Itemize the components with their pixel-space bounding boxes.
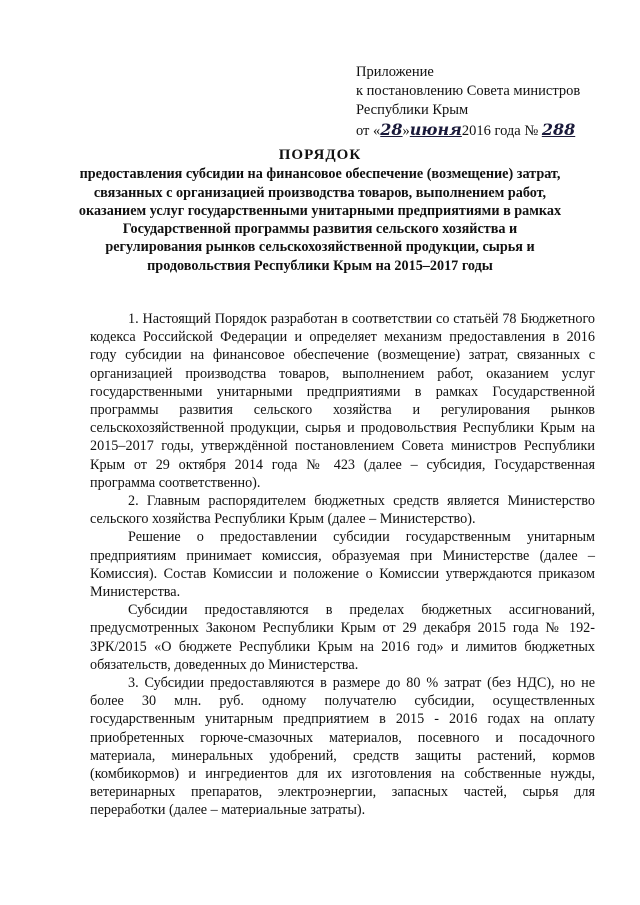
handwritten-number: 288 bbox=[541, 120, 576, 139]
appendix-header bbox=[356, 63, 626, 141]
document-subtitle: предоставления субсидии на финансовое обеспечение (возмещение) затрат, связанных с организацией производства товаров, выполнением работ, оказанием услуг государственными унитарными предприятиями в рамках Государственной программы развития сельского хозяйства и регулирования рынков сельскохозяйственной продукции, сырья и продовольствия Республики Крым на 2015–2017 годы bbox=[78, 166, 562, 274]
document-title: ПОРЯДОК bbox=[278, 147, 362, 163]
paragraph-2: 2. Главным распорядителем бюджетных средств является Министерство сельского хозяйства Республики Крым (далее – Министерство). bbox=[90, 493, 595, 528]
paragraph-1: 1. Настоящий Порядок разработан в соответствии со статьёй 78 Бюджетного кодекса Российской Федерации и определяет механизм предоставления в 2016 году субсидии на финансовое обеспечение (возмещение) затрат, связанных с организацией производства товаров, выполнением работ, оказанием услуг государственными унитарными предприятиями в рамках Государственной программы развития сельского хозяйства и регулирования рынков сельскохозяйственной продукции, сырья и продовольствия Республики Крым на 2015–2017 годы, утверждённой постановлением Совета министров Республики Крым от 29 октября 2014 года № 423 (далее – субсидия, Государственная программа соответственно). bbox=[90, 311, 595, 491]
year-text: 2016 года № bbox=[461, 123, 539, 139]
date-prefix: от « bbox=[356, 123, 381, 139]
date-mid: » bbox=[402, 123, 410, 139]
appendix-date-line bbox=[356, 120, 626, 141]
document-body bbox=[90, 310, 595, 820]
appendix-republic-line: Республики Крым bbox=[356, 102, 469, 118]
document-title-block bbox=[78, 146, 562, 275]
paragraph-3: Решение о предоставлении субсидии государственным унитарным предприятиям принимает комиссия, образуемая при Министерстве (далее – Комиссия). Состав Комиссии и положение о Комиссии утверждаются приказом Министерства. bbox=[90, 529, 595, 601]
paragraph-4: Субсидии предоставляются в пределах бюджетных ассигнований, предусмотренных Законом Республики Крым от 29 декабря 2015 года № 192-ЗРК/2015 «О бюджете Республики Крым на 2016 год» и лимитов бюджетных обязательств, доведенных до Министерства. bbox=[90, 602, 595, 673]
paragraph-5: 3. Субсидии предоставляются в размере до 80 % затрат (без НДС), но не более 30 млн. руб. одному получателю субсидии, осуществленных государственным унитарным предприятием в 2015 - 2016 годах на оплату приобретенных горюче-смазочных материалов, посевного и посадочного материала, минеральных удобрений, средств защиты растений, кормов (комбикормов) и ингредиентов для их изготовления на собственные нужды, ветеринарных препаратов, электроэнергии, запасных частей, сырья для переработки (далее – материальные затраты). bbox=[90, 675, 595, 819]
appendix-resolution-line: к постановлению Совета министров bbox=[356, 83, 581, 99]
handwritten-day: 28 bbox=[380, 120, 403, 139]
appendix-label: Приложение bbox=[356, 64, 434, 80]
handwritten-month: июня bbox=[409, 120, 462, 139]
